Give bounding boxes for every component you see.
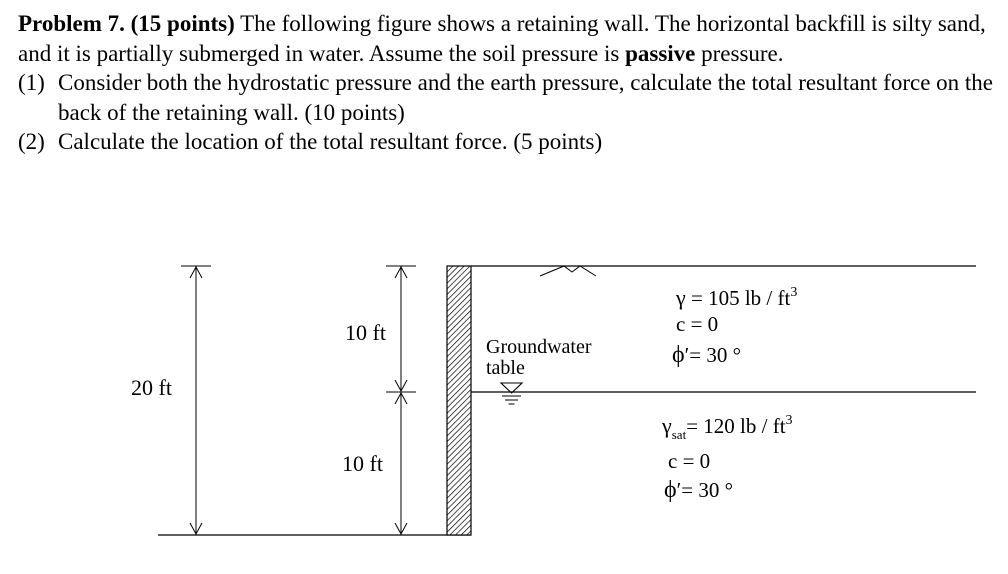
upper-height-label: 10 ft xyxy=(345,320,386,345)
upper-unit-weight xyxy=(675,285,797,310)
question-2-text: Calculate the location of the total resultant force. (5 points) xyxy=(58,129,603,154)
soil-surface-symbol xyxy=(540,266,596,276)
upper-gamma-exponent: 3 xyxy=(790,285,798,300)
lower-gamma-exponent: 3 xyxy=(785,413,793,428)
question-1-text: Consider both the hydrostatic pressure and the earth pressure, calculate the total resultant force on the back of the retaining wall. (10 points) xyxy=(58,70,994,125)
total-height-label: 20 ft xyxy=(131,375,172,400)
intro-text-b: pressure. xyxy=(695,40,784,66)
question-2-number: (2) xyxy=(18,129,45,154)
retaining-wall xyxy=(447,266,471,535)
lower-cohesion: c = 0 xyxy=(668,449,711,473)
lower-unit-weight xyxy=(661,413,793,442)
lower-phi-value: ′= 30 ° xyxy=(676,478,733,502)
lower-gamma-subscript: sat xyxy=(671,427,687,442)
question-1-number: (1) xyxy=(18,70,45,95)
groundwater-label-line2: table xyxy=(486,357,525,379)
upper-phi-value: ′= 30 ° xyxy=(684,343,741,367)
lower-gamma-symbol: γ xyxy=(662,413,672,438)
intro-text-a: The following figure shows a retaining wall. The horizontal backfill is silty sand, and it is partially submerged in water. Assume the soil pressure is xyxy=(18,11,986,66)
problem-heading: Problem 7. (15 points) xyxy=(18,11,235,36)
groundwater-label-line1: Groundwater xyxy=(486,336,592,358)
dimension-layer-heights xyxy=(386,266,416,535)
lower-friction-angle xyxy=(664,477,733,503)
upper-friction-angle xyxy=(672,342,741,368)
dimension-total-height xyxy=(181,266,211,535)
upper-gamma-value: = 105 lb / ft xyxy=(685,286,791,310)
upper-gamma-symbol: γ xyxy=(676,285,686,310)
lower-gamma-value: = 120 lb / ft xyxy=(686,414,786,438)
intro-emphasis: passive xyxy=(625,40,696,66)
upper-phi-symbol: ϕ xyxy=(672,342,685,368)
water-table-icon xyxy=(501,383,522,404)
upper-cohesion: c = 0 xyxy=(676,312,719,336)
lower-height-label: 10 ft xyxy=(342,451,383,476)
lower-phi-symbol: ϕ xyxy=(664,477,677,503)
